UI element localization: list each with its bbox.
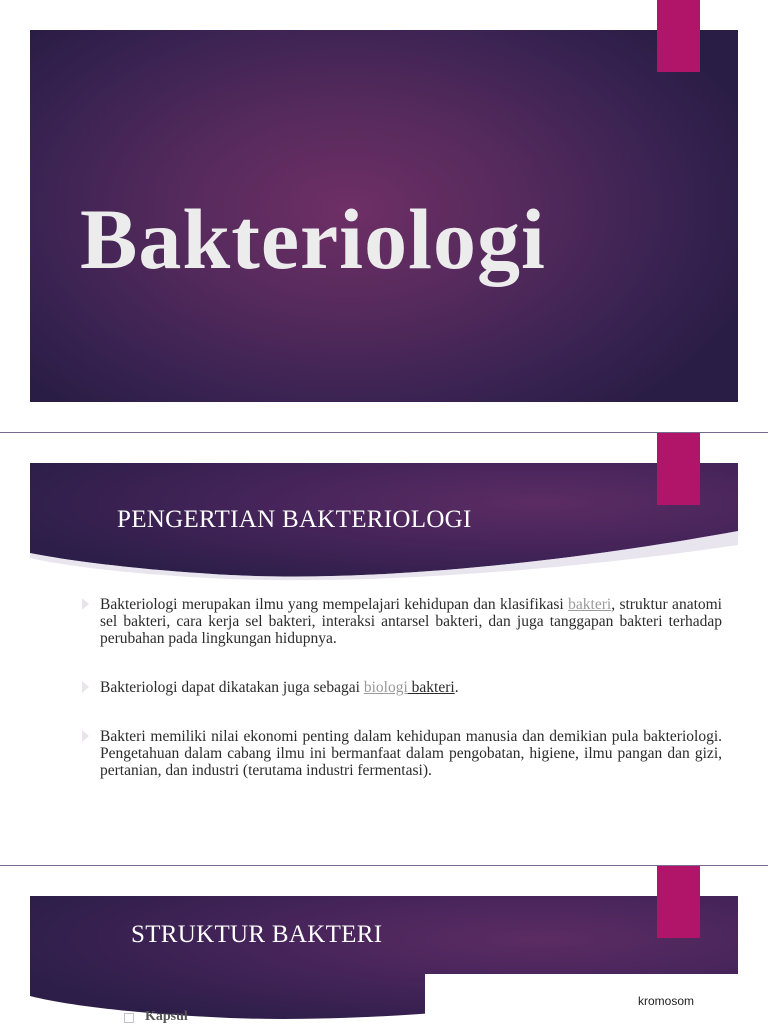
list-bullet-icon [124, 1013, 134, 1023]
bullet-arrow-icon [82, 681, 89, 693]
bakteri-link[interactable]: bakteri [407, 679, 455, 696]
title-slide [0, 0, 768, 432]
structure-slide [0, 866, 768, 1024]
bullet-list [78, 596, 722, 802]
bullet-item [78, 728, 722, 779]
diagram-label: kromosom [638, 994, 695, 1008]
bakteri-link[interactable]: bakteri [568, 596, 612, 613]
bullet-text: Bakteriologi merupakan ilmu yang mempelajari kehidupan dan klasifikasi [100, 596, 569, 613]
bullet-text: . [454, 679, 459, 696]
diagram-panel [425, 974, 768, 1034]
slide-title: Bakteriologi [80, 191, 546, 287]
bullet-item [78, 679, 722, 696]
bullet-text: , struktur anatomi sel bakteri, cara kerja sel bakteri, interaksi antarsel bakteri, dan juga tanggapan bakteri terhadap perubahan pada lingkungan hidupnya. [100, 596, 722, 647]
accent-tag [657, 866, 700, 938]
bullet-text: Bakteriologi dapat dikatakan juga sebagai [100, 679, 364, 696]
bullet-item [78, 596, 722, 647]
biologi-link[interactable]: biologi [363, 679, 408, 696]
bullet-arrow-icon [82, 598, 89, 610]
bullet-arrow-icon [82, 730, 89, 742]
list-item: Kapsul [145, 1009, 188, 1024]
slide-heading: PENGERTIAN BAKTERIOLOGI [117, 506, 472, 533]
slide-heading: STRUKTUR BAKTERI [131, 921, 383, 948]
bullet-text: Bakteri memiliki nilai ekonomi penting dalam kehidupan manusia dan demikian pula bakteriologi. Pengetahuan dalam cabang ilmu ini bermanfaat dalam pengobatan, higiene, ilmu pangan dan gizi, pertanian, dan industri (terutama industri fermentasi). [100, 728, 722, 779]
definition-slide [0, 433, 768, 865]
accent-tag [657, 433, 700, 505]
accent-tag [657, 0, 700, 72]
